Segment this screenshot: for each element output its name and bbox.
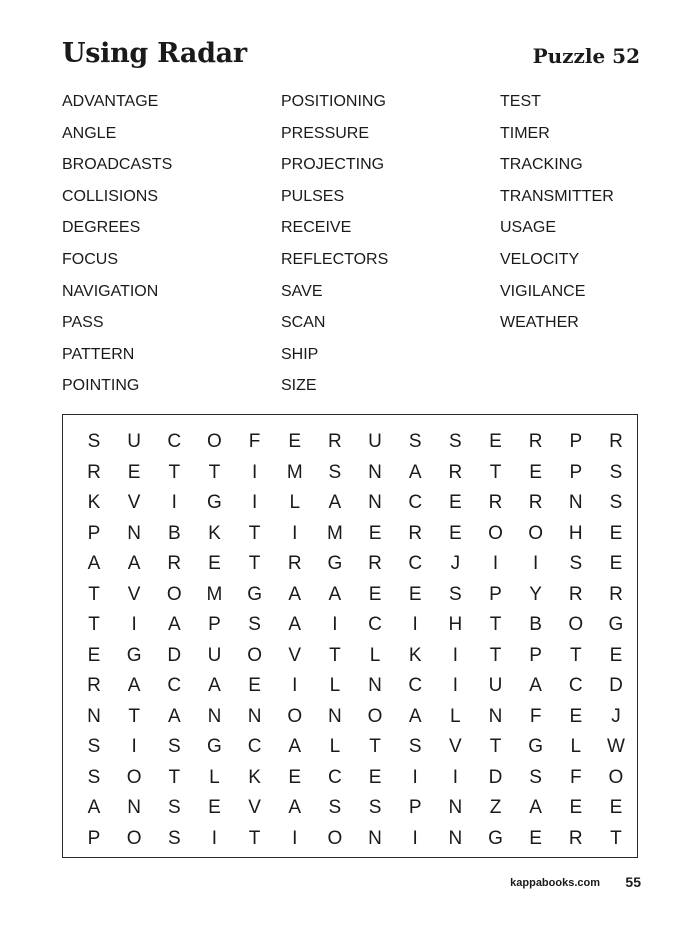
- grid-cell[interactable]: E: [368, 522, 382, 544]
- grid-cell[interactable]: A: [208, 675, 221, 696]
- grid-cell[interactable]: L: [369, 644, 381, 666]
- grid-cell[interactable]: N: [87, 705, 101, 727]
- grid-cell[interactable]: E: [609, 553, 623, 574]
- grid-cell[interactable]: T: [248, 553, 261, 574]
- grid-cell[interactable]: N: [328, 705, 342, 727]
- grid-cell[interactable]: I: [292, 675, 298, 696]
- grid-cell[interactable]: O: [367, 705, 383, 727]
- grid-cell[interactable]: I: [412, 827, 418, 849]
- grid-cell[interactable]: I: [292, 522, 298, 544]
- grid-cell[interactable]: H: [568, 522, 583, 544]
- word-list-item: TIMER: [500, 124, 550, 142]
- grid-cell[interactable]: W: [606, 736, 625, 757]
- grid-cell[interactable]: O: [287, 705, 303, 727]
- grid-cell[interactable]: T: [489, 736, 502, 757]
- word-list-item: TRACKING: [500, 156, 583, 174]
- grid-cell[interactable]: N: [368, 461, 382, 483]
- grid-cell[interactable]: E: [609, 644, 623, 666]
- word-list-item: USAGE: [500, 219, 557, 237]
- grid-cell[interactable]: E: [569, 705, 583, 727]
- grid-cell[interactable]: R: [488, 492, 503, 513]
- grid-cell[interactable]: T: [128, 705, 140, 727]
- grid-cell[interactable]: U: [127, 431, 141, 452]
- grid-cell[interactable]: F: [569, 766, 582, 788]
- word-list-item: SAVE: [281, 282, 323, 300]
- grid-cell[interactable]: M: [206, 583, 223, 605]
- grid-cell[interactable]: R: [609, 431, 623, 452]
- grid-cell[interactable]: I: [412, 614, 418, 635]
- word-list-item: SCAN: [281, 314, 326, 332]
- grid-cell[interactable]: I: [251, 492, 258, 513]
- grid-cell[interactable]: U: [488, 675, 503, 696]
- grid-cell[interactable]: C: [167, 675, 182, 696]
- grid-cell[interactable]: E: [529, 461, 542, 483]
- grid-cell[interactable]: C: [408, 492, 423, 513]
- word-list-item: FOCUS: [62, 250, 118, 268]
- grid-cell[interactable]: K: [87, 492, 101, 513]
- grid-cell[interactable]: A: [87, 553, 101, 574]
- grid-cell[interactable]: E: [248, 675, 261, 696]
- grid-cell[interactable]: A: [167, 705, 181, 727]
- word-list-item: POINTING: [62, 377, 140, 395]
- grid-cell[interactable]: O: [568, 614, 584, 635]
- grid-cell[interactable]: T: [369, 736, 381, 757]
- grid-cell[interactable]: N: [448, 827, 463, 849]
- grid-cell[interactable]: D: [167, 644, 182, 666]
- grid-cell[interactable]: E: [288, 431, 302, 452]
- grid-cell[interactable]: S: [449, 583, 462, 605]
- grid-cell[interactable]: I: [452, 766, 458, 788]
- grid-cell[interactable]: E: [368, 766, 382, 788]
- grid-cell[interactable]: S: [87, 431, 101, 452]
- grid-cell[interactable]: A: [328, 583, 342, 605]
- grid-cell[interactable]: A: [288, 614, 302, 635]
- grid-cell[interactable]: C: [568, 675, 583, 696]
- grid-cell[interactable]: G: [608, 614, 624, 635]
- grid-cell[interactable]: E: [87, 644, 101, 666]
- word-list-item: POSITIONING: [281, 93, 386, 110]
- grid-cell[interactable]: L: [450, 705, 461, 727]
- grid-cell[interactable]: N: [488, 705, 503, 727]
- grid-cell[interactable]: M: [326, 522, 343, 544]
- grid-cell[interactable]: G: [126, 644, 142, 666]
- letter-grid: [62, 414, 638, 858]
- word-list-item: PROJECTING: [281, 156, 385, 174]
- grid-cell[interactable]: S: [87, 736, 101, 757]
- grid-cell[interactable]: J: [450, 553, 461, 574]
- grid-cell[interactable]: P: [529, 644, 542, 666]
- puzzle-title: Using Radar: [62, 38, 247, 69]
- grid-cell[interactable]: N: [368, 675, 382, 696]
- grid-cell[interactable]: R: [609, 583, 623, 605]
- word-list-item: PATTERN: [62, 345, 135, 363]
- grid-cell[interactable]: M: [286, 461, 303, 483]
- grid-cell[interactable]: A: [288, 736, 302, 757]
- grid-cell[interactable]: Y: [529, 583, 542, 605]
- grid-cell[interactable]: S: [449, 431, 462, 452]
- grid-cell[interactable]: G: [528, 736, 544, 757]
- grid-cell[interactable]: V: [127, 492, 141, 513]
- grid-cell[interactable]: K: [248, 766, 261, 788]
- grid-cell[interactable]: S: [328, 461, 342, 483]
- grid-cell[interactable]: I: [171, 492, 177, 513]
- grid-cell[interactable]: S: [248, 614, 261, 635]
- grid-cell[interactable]: S: [87, 766, 101, 788]
- grid-cell[interactable]: C: [368, 614, 382, 635]
- grid-cell[interactable]: E: [408, 583, 422, 605]
- grid-cell[interactable]: R: [328, 431, 342, 452]
- grid-cell[interactable]: S: [328, 797, 342, 818]
- grid-cell[interactable]: D: [488, 766, 503, 788]
- grid-cell[interactable]: B: [529, 614, 542, 635]
- word-column-2: [281, 92, 388, 408]
- grid-cell[interactable]: T: [208, 461, 221, 483]
- word-list-item: RECEIVE: [281, 219, 352, 237]
- grid-cell[interactable]: V: [449, 736, 462, 757]
- grid-cell[interactable]: I: [131, 614, 137, 635]
- grid-cell[interactable]: V: [248, 797, 261, 818]
- grid-cell[interactable]: N: [368, 827, 382, 849]
- grid-cell[interactable]: N: [448, 797, 463, 818]
- grid-cell[interactable]: A: [127, 553, 141, 574]
- grid-cell[interactable]: K: [208, 522, 221, 544]
- grid-cell[interactable]: P: [569, 461, 583, 483]
- grid-cell[interactable]: N: [368, 492, 382, 513]
- grid-cell[interactable]: S: [368, 797, 382, 818]
- publisher-site: kappabooks.com: [510, 877, 600, 889]
- word-list-item: REFLECTORS: [281, 250, 389, 268]
- grid-cell[interactable]: O: [608, 766, 624, 788]
- grid-cell[interactable]: T: [569, 644, 582, 666]
- word-list-item: WEATHER: [500, 314, 579, 332]
- grid-cell[interactable]: C: [408, 553, 423, 574]
- grid-cell[interactable]: T: [248, 522, 261, 544]
- grid-cell[interactable]: S: [529, 766, 542, 788]
- word-list-item: VIGILANCE: [500, 282, 586, 300]
- grid-cell[interactable]: N: [568, 492, 583, 513]
- grid-cell[interactable]: E: [208, 797, 221, 818]
- grid-cell[interactable]: R: [87, 461, 101, 483]
- grid-cell[interactable]: E: [449, 492, 462, 513]
- grid-cell[interactable]: I: [332, 614, 338, 635]
- grid-cell[interactable]: K: [408, 644, 422, 666]
- grid-cell[interactable]: L: [289, 492, 301, 513]
- grid-cell[interactable]: U: [207, 644, 222, 666]
- grid-cell[interactable]: A: [529, 675, 542, 696]
- grid-cell[interactable]: J: [611, 705, 621, 727]
- grid-cell[interactable]: O: [126, 827, 142, 849]
- grid-cell[interactable]: O: [207, 431, 222, 452]
- grid-cell[interactable]: A: [529, 797, 542, 818]
- grid-cell[interactable]: P: [489, 583, 502, 605]
- grid-cell[interactable]: E: [208, 553, 221, 574]
- grid-cell[interactable]: O: [247, 644, 262, 666]
- grid-cell[interactable]: O: [528, 522, 544, 544]
- grid-cell[interactable]: A: [288, 797, 302, 818]
- word-list-item: SHIP: [281, 345, 319, 363]
- grid-cell[interactable]: T: [489, 461, 502, 483]
- grid-cell[interactable]: A: [167, 614, 181, 635]
- word-column-1: [62, 92, 172, 408]
- grid-cell[interactable]: R: [368, 553, 382, 574]
- grid-cell[interactable]: A: [127, 675, 141, 696]
- grid-cell[interactable]: S: [408, 736, 422, 757]
- grid-cell[interactable]: I: [412, 766, 418, 788]
- grid-cell[interactable]: N: [207, 705, 222, 727]
- word-list-item: DEGREES: [62, 219, 141, 237]
- word-list-item: ADVANTAGE: [62, 93, 159, 110]
- grid-cell[interactable]: R: [448, 461, 463, 483]
- grid-cell[interactable]: E: [489, 431, 502, 452]
- grid-cell[interactable]: T: [489, 644, 502, 666]
- grid-cell[interactable]: F: [529, 705, 542, 727]
- word-list-item: ANGLE: [62, 124, 117, 142]
- grid-cell[interactable]: R: [287, 553, 302, 574]
- grid-cell[interactable]: S: [167, 827, 181, 849]
- word-list-item: VELOCITY: [500, 250, 580, 268]
- grid-cell[interactable]: O: [488, 522, 503, 544]
- grid-cell[interactable]: S: [408, 431, 422, 452]
- grid-cell[interactable]: T: [168, 766, 181, 788]
- grid-cell[interactable]: L: [570, 736, 582, 757]
- word-list-item: COLLISIONS: [62, 187, 159, 205]
- grid-cell[interactable]: N: [247, 705, 262, 727]
- grid-cell[interactable]: O: [327, 827, 343, 849]
- grid-cell[interactable]: P: [87, 522, 101, 544]
- grid-cell[interactable]: S: [609, 492, 623, 513]
- grid-cell[interactable]: I: [492, 553, 499, 574]
- grid-cell[interactable]: G: [327, 553, 343, 574]
- word-list-item: NAVIGATION: [62, 282, 159, 300]
- grid-cell[interactable]: A: [87, 797, 101, 818]
- grid-cell[interactable]: T: [329, 644, 341, 666]
- grid-cell[interactable]: E: [609, 797, 623, 818]
- page-number: 55: [625, 874, 641, 890]
- grid-cell[interactable]: G: [488, 827, 503, 849]
- grid-cell[interactable]: C: [167, 431, 182, 452]
- word-list-item: PRESSURE: [281, 124, 370, 142]
- grid-cell[interactable]: I: [452, 644, 458, 666]
- grid-cell[interactable]: P: [408, 797, 422, 818]
- grid-cell[interactable]: D: [609, 675, 623, 696]
- grid-cell[interactable]: G: [207, 492, 222, 513]
- grid-cell[interactable]: C: [408, 675, 423, 696]
- grid-cell[interactable]: E: [449, 522, 462, 544]
- grid-cell[interactable]: I: [452, 675, 458, 696]
- grid-cell[interactable]: L: [209, 766, 220, 788]
- grid-cell[interactable]: O: [126, 766, 142, 788]
- grid-cell[interactable]: S: [569, 553, 583, 574]
- grid-cell[interactable]: R: [528, 492, 543, 513]
- grid-cell[interactable]: P: [569, 431, 583, 452]
- grid-cell[interactable]: P: [87, 827, 101, 849]
- grid-cell[interactable]: U: [368, 431, 382, 452]
- grid-cell[interactable]: C: [247, 736, 262, 757]
- grid-cell[interactable]: T: [88, 614, 100, 635]
- grid-cell[interactable]: S: [167, 736, 181, 757]
- grid-cell[interactable]: L: [329, 675, 341, 696]
- grid-cell[interactable]: T: [610, 827, 622, 849]
- grid-cell[interactable]: V: [127, 583, 141, 605]
- grid-cell[interactable]: A: [408, 461, 422, 483]
- grid-cell[interactable]: N: [127, 797, 141, 818]
- word-list-item: PULSES: [281, 187, 345, 205]
- grid-cell[interactable]: I: [131, 736, 137, 757]
- grid-cell[interactable]: R: [528, 431, 543, 452]
- grid-cell[interactable]: O: [166, 583, 182, 605]
- grid-cell[interactable]: R: [167, 553, 182, 574]
- grid-cell[interactable]: Z: [489, 797, 502, 818]
- grid-cell[interactable]: B: [167, 522, 181, 544]
- grid-cell[interactable]: P: [208, 614, 221, 635]
- grid-cell[interactable]: L: [329, 736, 341, 757]
- word-column-3: [500, 92, 614, 345]
- grid-cell[interactable]: H: [448, 614, 463, 635]
- grid-cell[interactable]: E: [609, 522, 623, 544]
- grid-cell[interactable]: G: [247, 583, 262, 605]
- grid-cell[interactable]: R: [568, 583, 583, 605]
- grid-cell[interactable]: S: [609, 461, 623, 483]
- word-list-item: TRANSMITTER: [500, 187, 614, 205]
- word-list-item: BROADCASTS: [62, 156, 173, 174]
- grid-cell[interactable]: I: [211, 827, 218, 849]
- grid-cell[interactable]: E: [368, 583, 382, 605]
- grid-cell[interactable]: E: [529, 827, 542, 849]
- grid-cell[interactable]: T: [88, 583, 100, 605]
- word-list-item: SIZE: [281, 377, 317, 395]
- grid-cell[interactable]: A: [328, 492, 342, 513]
- word-list-item: TEST: [500, 93, 541, 110]
- word-list-item: PASS: [62, 314, 104, 332]
- grid-cell[interactable]: I: [533, 553, 539, 574]
- grid-cell[interactable]: I: [251, 461, 258, 483]
- grid-cell[interactable]: T: [168, 461, 181, 483]
- grid-cell[interactable]: N: [127, 522, 141, 544]
- grid-cell[interactable]: T: [248, 827, 261, 849]
- grid-cell[interactable]: R: [87, 675, 101, 696]
- grid-cell[interactable]: E: [127, 461, 141, 483]
- grid-cell[interactable]: E: [569, 797, 583, 818]
- grid-cell[interactable]: R: [568, 827, 583, 849]
- grid-cell[interactable]: I: [292, 827, 298, 849]
- grid-cell[interactable]: A: [408, 705, 422, 727]
- puzzle-number: Puzzle 52: [532, 44, 640, 68]
- grid-cell[interactable]: F: [248, 431, 261, 452]
- grid-cell[interactable]: A: [288, 583, 302, 605]
- grid-cell[interactable]: C: [328, 766, 342, 788]
- grid-cell[interactable]: E: [288, 766, 302, 788]
- grid-cell[interactable]: G: [207, 736, 222, 757]
- grid-cell[interactable]: T: [489, 614, 502, 635]
- grid-cell[interactable]: S: [167, 797, 181, 818]
- grid-cell[interactable]: V: [288, 644, 302, 666]
- grid-cell[interactable]: R: [408, 522, 423, 544]
